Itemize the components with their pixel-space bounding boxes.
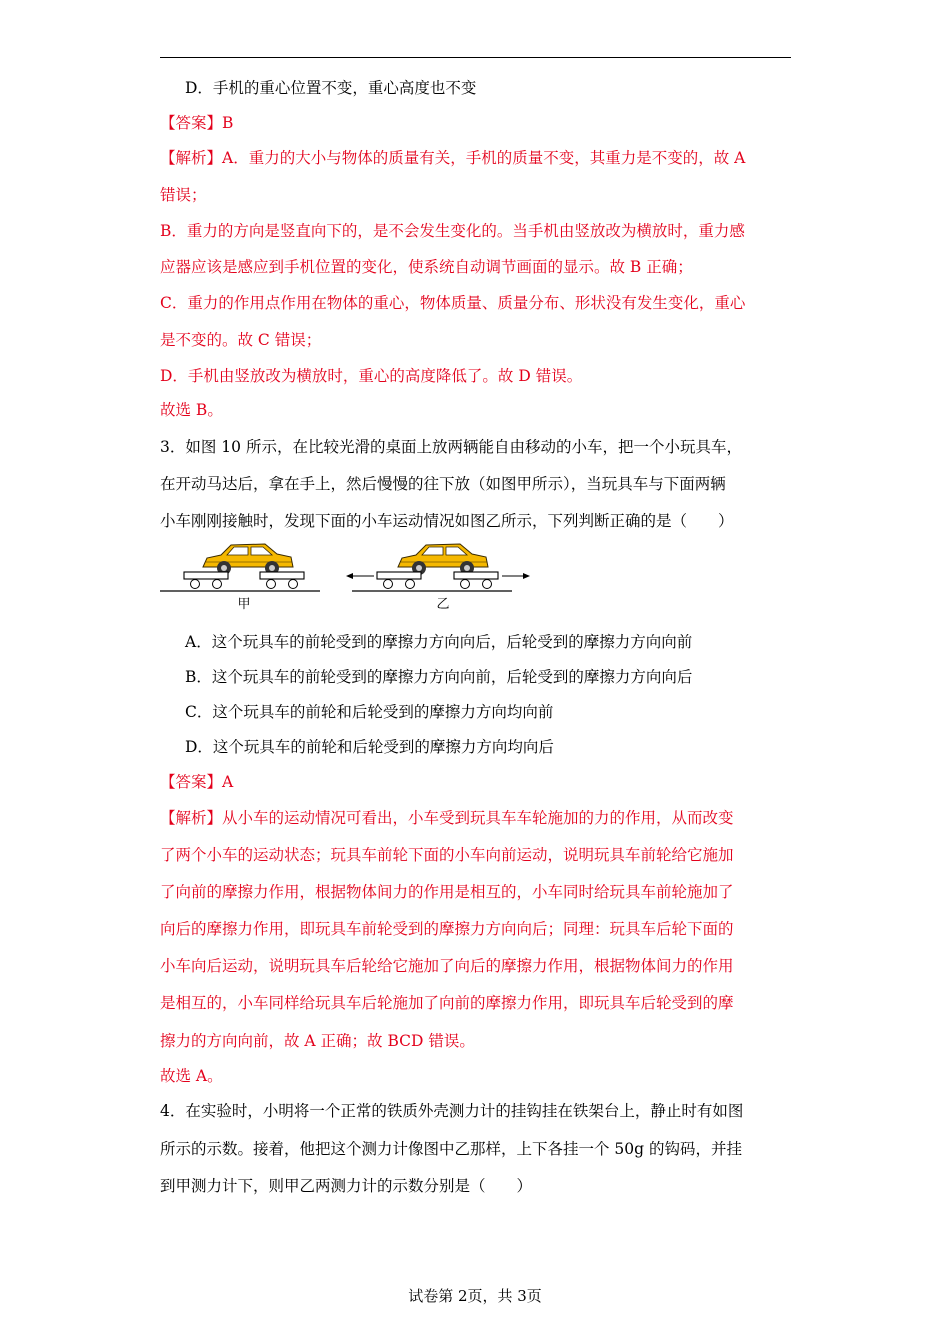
q4-stem-line: 4．在实验时，小明将一个正常的铁质外壳测力计的挂钩挂在铁架台上，静止时有如图 <box>160 1102 744 1120</box>
arrow-back-head <box>346 573 353 579</box>
q4-stem-line: 所示的示数。接着，他把这个测力计像图中乙那样，上下各挂一个 50g 的钩码，并挂 <box>160 1140 743 1158</box>
q3-analysis-line: 了向前的摩擦力作用，根据物体间力的作用是相互的，小车同时给玩具车前轮施加了 <box>160 883 734 901</box>
answer-value: A <box>222 773 234 791</box>
q2-answer <box>160 113 792 133</box>
cart-right-1 <box>377 572 421 589</box>
q2-analysis-line: 错误； <box>160 186 207 204</box>
cart-right-2 <box>454 572 498 589</box>
q3-analysis-line: 小车向后运动，说明玩具车后轮给它施加了向后的摩擦力作用，根据物体间力的作用 <box>160 957 734 975</box>
q4-stem-line: 到甲测力计下，则甲乙两测力计的示数分别是（ ） <box>160 1177 533 1195</box>
q2-conclusion: 故选 B。 <box>160 401 223 419</box>
figure-label-yi: 乙 <box>436 597 450 612</box>
q3-stem-line: 小车刚刚接触时，发现下面的小车运动情况如图乙所示，下列判断正确的是（ ） <box>160 512 734 530</box>
arrow-forward-head <box>523 573 530 579</box>
analysis-tag: 【解析】 <box>160 149 223 167</box>
q2-analysis-line: B．重力的方向是竖直向下的，是不会发生变化的。当手机由竖放改为横放时，重力感 <box>160 222 745 240</box>
cart-left-1 <box>184 572 228 589</box>
q3-option-c: C．这个玩具车的前轮和后轮受到的摩擦力方向均向前 <box>185 703 554 721</box>
q3-conclusion: 故选 A。 <box>160 1067 223 1085</box>
answer-tag: 【答案】 <box>160 114 223 132</box>
q3-analysis-line: 向后的摩擦力作用，即玩具车前轮受到的摩擦力方向向后；同理：玩具车后轮下面的 <box>160 920 734 938</box>
q3-figure <box>158 538 538 613</box>
q3-option-a: A．这个玩具车的前轮受到的摩擦力方向向后，后轮受到的摩擦力方向向前 <box>185 633 693 651</box>
q3-analysis-line: 了两个小车的运动状态；玩具车前轮下面的小车向前运动，说明玩具车前轮给它施加 <box>160 846 734 864</box>
q2-analysis-line: 是不变的。故 C 错误； <box>160 331 322 349</box>
answer-tag: 【答案】 <box>160 773 223 791</box>
q3-analysis-line: 是相互的，小车同样给玩具车后轮施加了向前的摩擦力作用，即玩具车后轮受到的摩 <box>160 994 734 1012</box>
page-footer: 试卷第 2页，共 3页 <box>408 1287 542 1305</box>
figure-label-jia: 甲 <box>237 597 251 612</box>
q2-analysis-line: C．重力的作用点作用在物体的重心，物体质量、质量分布、形状没有发生变化，重心 <box>160 294 746 312</box>
q2-analysis-line: D．手机由竖放改为横放时，重心的高度降低了。故 D 错误。 <box>160 367 583 385</box>
toy-car-left <box>203 544 293 575</box>
q3-answer <box>160 772 792 792</box>
q3-stem-line: 在开动马达后，拿在手上，然后慢慢的往下放（如图甲所示），当玩具车与下面两辆 <box>160 475 726 493</box>
toy-car-right <box>398 544 488 575</box>
q2-option-d: D．手机的重心位置不变，重心高度也不变 <box>185 79 477 97</box>
header-rule <box>160 57 791 58</box>
analysis-tag: 【解析】 <box>160 809 223 827</box>
q3-stem-line: 3．如图 10 所示，在比较光滑的桌面上放两辆能自由移动的小车，把一个小玩具车， <box>160 438 742 456</box>
cart-left-2 <box>260 572 304 589</box>
answer-value: B <box>222 114 234 132</box>
q2-analysis-line: 【解析】A．重力的大小与物体的质量有关，手机的质量不变，其重力是不变的，故 A <box>160 149 746 167</box>
q3-option-b: B．这个玩具车的前轮受到的摩擦力方向向前，后轮受到的摩擦力方向向后 <box>185 668 693 686</box>
q2-analysis-line: 应器应该是感应到手机位置的变化，使系统自动调节画面的显示。故 B 正确； <box>160 258 693 276</box>
q3-analysis-line: 【解析】从小车的运动情况可看出，小车受到玩具车车轮施加的力的作用，从而改变 <box>160 809 734 827</box>
q3-analysis-line: 擦力的方向向前，故 A 正确；故 BCD 错误。 <box>160 1032 475 1050</box>
q3-option-d: D．这个玩具车的前轮和后轮受到的摩擦力方向均向后 <box>185 738 554 756</box>
